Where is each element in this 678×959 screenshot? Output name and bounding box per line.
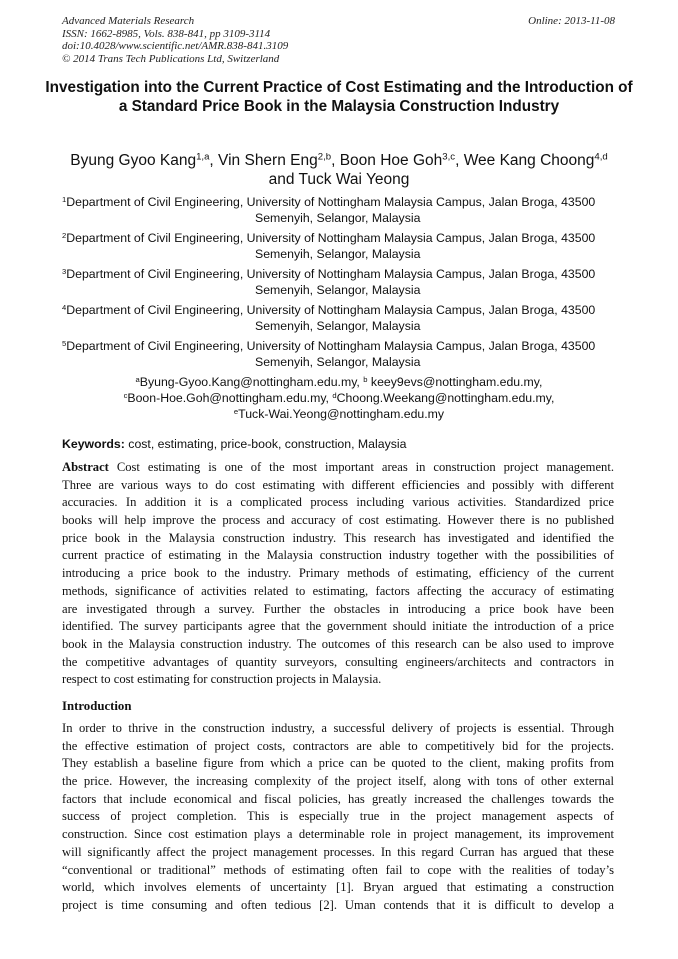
email-sup: d — [332, 390, 337, 400]
abstract-line: are investigated through a survey. Further the obstacles in introducing a price book have been — [62, 601, 614, 616]
separator: , — [331, 152, 340, 169]
affiliation-num: 4 — [62, 302, 67, 312]
affiliation-line: Semenyih, Selangor, Malaysia — [255, 283, 421, 297]
abstract-label: Abstract — [62, 460, 109, 474]
journal-header — [62, 15, 288, 65]
email-link[interactable]: Boon-Hoe.Goh@nottingham.edu.my, — [127, 391, 333, 405]
affiliation-line: Department of Civil Engineering, University of Nottingham Malaysia Campus, Jalan Broga, 43500 — [66, 195, 596, 209]
affiliation-num: 1 — [62, 194, 67, 204]
affiliation-num: 3 — [62, 266, 67, 276]
author: Vin Shern Eng — [218, 152, 318, 169]
abstract-line: book in the Malaysia construction industry. The outcomes of this research can be also used to improve — [62, 636, 614, 651]
keywords — [62, 437, 406, 451]
author-sup: 3,c — [442, 151, 456, 163]
abstract-line: books will help improve the process and accuracy of cost estimating. However there is no published — [62, 513, 614, 528]
abstract-line: current practice of estimating in the Malaysia construction industry together with the possibilities of — [62, 548, 614, 563]
separator: and — [268, 171, 299, 188]
abstract-line: identified. The survey participants agree that the government should initiate the introduction of a price — [62, 619, 614, 634]
author: Byung Gyoo Kang — [70, 152, 197, 169]
copyright: © 2014 Trans Tech Publications Ltd, Switzerland — [62, 52, 280, 65]
email-sup: c — [123, 390, 128, 400]
author: Wee Kang Choong — [463, 152, 595, 169]
issn: ISSN: 1662-8985, Vols. 838-841, pp 3109-3114 — [62, 27, 271, 40]
abstract-line: introducing a price book to the industry. Primary methods of estimating, efficiency of the current — [62, 566, 614, 581]
email-link[interactable]: Tuck-Wai.Yeong@nottingham.edu.my — [238, 407, 445, 421]
email-link[interactable]: Byung-Gyoo.Kang@nottingham.edu.my, — [139, 375, 364, 389]
abstract-line: the competitive advantages of quantity surveyors, consulting engineers/architects and contractors in — [62, 654, 614, 669]
section-heading-introduction: Introduction — [62, 699, 132, 713]
email-sup: a — [135, 374, 140, 384]
author: Boon Hoe Goh — [339, 152, 443, 169]
affiliation-line: Semenyih, Selangor, Malaysia — [255, 247, 421, 261]
intro-line: In order to thrive in the construction industry, a successful delivery of projects is essential. Through — [62, 721, 614, 735]
affiliation-num: 2 — [62, 230, 67, 240]
affiliation-line: Department of Civil Engineering, University of Nottingham Malaysia Campus, Jalan Broga, 43500 — [66, 339, 596, 353]
affiliation — [62, 302, 622, 334]
email-list — [40, 374, 638, 422]
abstract-line: accuracies. In addition it is a complicated process including various activities. Standardized price — [62, 495, 614, 510]
author-sup: 2,b — [317, 151, 332, 163]
separator: , — [209, 152, 219, 169]
keywords-text: cost, estimating, price-book, construction, Malaysia — [124, 437, 407, 451]
affiliation-line: Semenyih, Selangor, Malaysia — [255, 319, 421, 333]
keywords-label: Keywords: — [62, 437, 125, 451]
intro-line: project is time consuming and often tedious [2]. Uman contends that it is difficult to develop a — [62, 897, 614, 912]
affiliation-line: Department of Civil Engineering, University of Nottingham Malaysia Campus, Jalan Broga, 43500 — [66, 267, 596, 281]
paper-title: Investigation into the Current Practice of Cost Estimating and the Introduction of a Standard Price Book in the Malaysia Construction Industry — [45, 79, 633, 115]
affiliation — [62, 266, 622, 298]
doi: doi:10.4028/www.scientific.net/AMR.838-841.3109 — [62, 40, 289, 52]
affiliation — [62, 230, 622, 262]
abstract-line: price book in the Malaysia construction industry. This research has investigated and identified the — [62, 530, 614, 545]
abstract — [62, 459, 614, 689]
intro-line: world, which involves elements of uncertainty [1]. Bryan argued that estimating a construction — [62, 880, 614, 895]
intro-line: factors that include economical and fiscal policies, has greatly increased the challenges towards the — [62, 791, 614, 806]
intro-line: will significantly affect the project management processes. In this regard Curran has argued that these — [62, 844, 614, 859]
email-sup: e — [233, 406, 239, 416]
affiliation-line: Department of Civil Engineering, University of Nottingham Malaysia Campus, Jalan Broga, 43500 — [66, 303, 596, 317]
abstract-line: methods, significance of activities related to estimating, factors affecting the accuracy of estimating — [62, 583, 614, 598]
email-sup: b — [363, 374, 368, 384]
author: Tuck Wai Yeong — [298, 171, 410, 188]
affiliation — [62, 338, 622, 370]
separator: , — [455, 152, 464, 169]
abstract-text: Cost estimating is one of the most important areas in construction project management. — [108, 460, 614, 474]
online-date: Online: 2013-11-08 — [528, 15, 615, 27]
author-sup: 1,a — [196, 151, 210, 163]
affiliation-num: 5 — [62, 338, 67, 348]
intro-line: the price. However, the increasing complexity of the project itself, along with tons of other external — [62, 774, 614, 789]
intro-line: construction. Since cost estimation plays a determinable role in project management, its improvement — [62, 827, 614, 842]
abstract-line: respect to cost estimating for construction projects in Malaysia. — [62, 672, 382, 687]
intro-line: success of project completion. This is especially true in the project management aspects of — [62, 809, 614, 824]
introduction-body — [62, 720, 614, 915]
intro-line: They establish a baseline figure from which a price can be quoted to the client, making profits from — [62, 756, 614, 771]
journal-name: Advanced Materials Research — [62, 15, 195, 27]
abstract-line: Three are various ways to do cost estimating with different efficiencies and possibly with different — [62, 477, 614, 492]
abstract-line — [62, 459, 614, 477]
affiliation — [62, 194, 622, 226]
email-link[interactable]: keey9evs@nottingham.edu.my, — [367, 375, 543, 389]
email-link[interactable]: Choong.Weekang@nottingham.edu.my, — [336, 391, 555, 405]
affiliation-line: Department of Civil Engineering, University of Nottingham Malaysia Campus, Jalan Broga, 43500 — [66, 231, 596, 245]
author-sup: 4,d — [594, 151, 608, 163]
affiliation-line: Semenyih, Selangor, Malaysia — [255, 355, 421, 369]
author-list — [30, 151, 648, 189]
intro-line: “conventional or traditional” methods of estimating often fail to cope with the realities of today’s — [62, 862, 614, 877]
affiliation-line: Semenyih, Selangor, Malaysia — [255, 211, 421, 225]
intro-line: the effective estimation of project costs, contractors are able to competitively bid for the projects. — [62, 738, 614, 753]
